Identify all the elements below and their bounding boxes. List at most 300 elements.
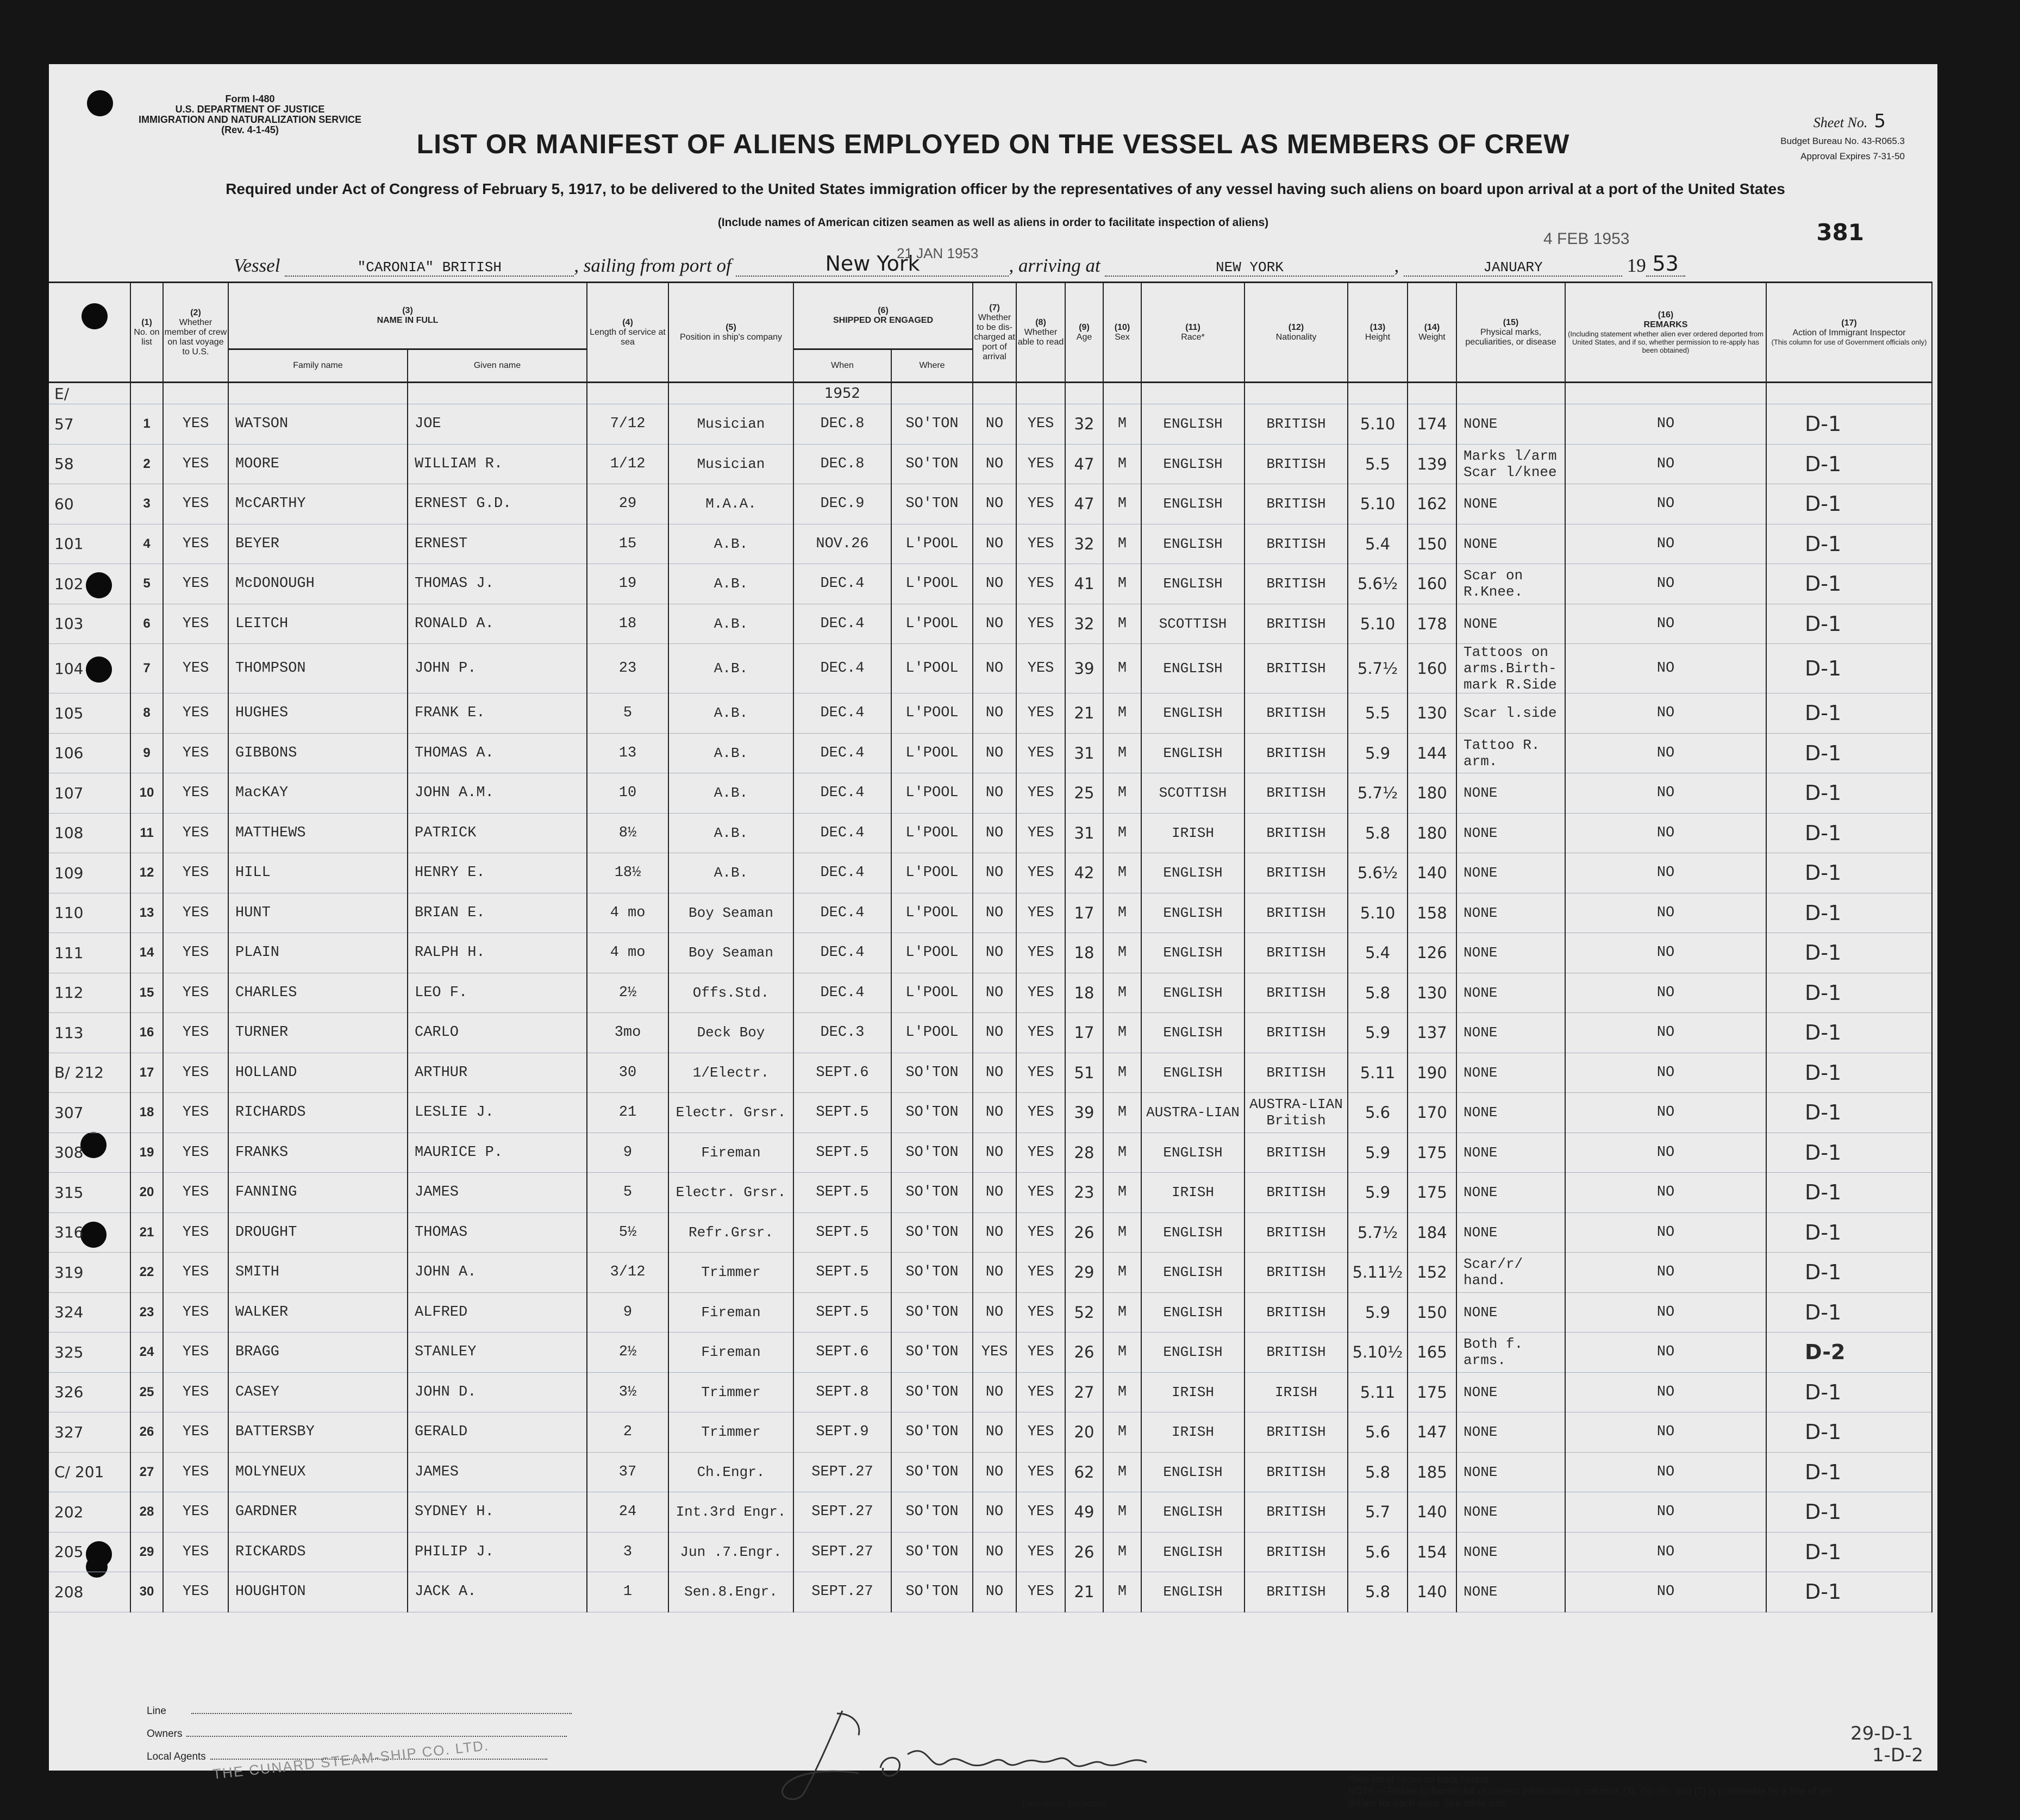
inspector-action: D-1 — [1766, 404, 1932, 445]
race: ENGLISH — [1141, 1333, 1244, 1373]
table-row — [49, 644, 1932, 693]
position: A.B. — [668, 604, 793, 644]
inspector-action: D-1 — [1766, 1053, 1932, 1093]
age: 26 — [1065, 1532, 1103, 1572]
local-agents-field: Local Agents — [147, 1751, 547, 1763]
weight: 144 — [1408, 733, 1456, 773]
able-to-read: YES — [1016, 1532, 1065, 1572]
service-length: 3 — [587, 1532, 668, 1572]
able-to-read: YES — [1016, 564, 1065, 604]
inspector-action: D-1 — [1766, 444, 1932, 484]
able-to-read: YES — [1016, 1412, 1065, 1453]
table-row — [49, 484, 1932, 524]
inspector-label: Immigrant Inspector. — [1022, 1798, 1109, 1809]
able-to-read: YES — [1016, 1253, 1065, 1293]
table-row — [49, 1212, 1932, 1253]
service-length: 5 — [587, 693, 668, 734]
given-name: THOMAS A. — [408, 733, 587, 773]
nationality: BRITISH — [1244, 444, 1348, 484]
service-length: 30 — [587, 1053, 668, 1093]
able-to-read: YES — [1016, 973, 1065, 1013]
race: SCOTTISH — [1141, 773, 1244, 814]
weight: 170 — [1408, 1093, 1456, 1133]
nationality: BRITISH — [1244, 1412, 1348, 1453]
race: IRISH — [1141, 813, 1244, 853]
weight: 140 — [1408, 1572, 1456, 1612]
shipped-when: SEPT.6 — [793, 1053, 891, 1093]
physical-marks: NONE — [1456, 1013, 1565, 1053]
physical-marks: NONE — [1456, 1212, 1565, 1253]
row-number: 2 — [130, 444, 163, 484]
able-to-read: YES — [1016, 773, 1065, 814]
race: ENGLISH — [1141, 1452, 1244, 1492]
height: 5.10 — [1348, 893, 1408, 933]
family-name: TURNER — [228, 1013, 408, 1053]
weight: 130 — [1408, 693, 1456, 734]
height: 5.4 — [1348, 524, 1408, 564]
able-to-read: YES — [1016, 813, 1065, 853]
discharge: NO — [973, 733, 1016, 773]
table-row — [49, 733, 1932, 773]
inspector-action: D-1 — [1766, 773, 1932, 814]
shipped-where: SO'TON — [891, 1212, 973, 1253]
shipped-when: SEPT.27 — [793, 1492, 891, 1533]
age: 26 — [1065, 1333, 1103, 1373]
sex: M — [1103, 524, 1141, 564]
family-name: RICHARDS — [228, 1093, 408, 1133]
service-length: 9 — [587, 1133, 668, 1173]
race: IRISH — [1141, 1372, 1244, 1412]
remarks: NO — [1565, 1452, 1766, 1492]
sex: M — [1103, 1212, 1141, 1253]
shipped-when: DEC.8 — [793, 404, 891, 445]
crew-last-voyage: YES — [163, 564, 228, 604]
given-name: FRANK E. — [408, 693, 587, 734]
weight: 158 — [1408, 893, 1456, 933]
crew-last-voyage: YES — [163, 773, 228, 814]
height: 5.9 — [1348, 1292, 1408, 1333]
inspector-action: D-1 — [1766, 1572, 1932, 1612]
action-tally: 29-D-1 1-D-2 — [1850, 1723, 1923, 1766]
shipped-when: SEPT.5 — [793, 1253, 891, 1293]
service-length: 9 — [587, 1292, 668, 1333]
col-header-age: (9) Age — [1065, 283, 1103, 383]
row-number: 3 — [130, 484, 163, 524]
position: A.B. — [668, 644, 793, 693]
row-number: 19 — [130, 1133, 163, 1173]
col-header-where: Where — [891, 349, 973, 383]
weight: 178 — [1408, 604, 1456, 644]
punch-hole — [87, 90, 113, 116]
crew-last-voyage: YES — [163, 693, 228, 734]
remarks: NO — [1565, 1173, 1766, 1213]
position: A.B. — [668, 853, 793, 893]
age: 18 — [1065, 933, 1103, 973]
row-number: 7 — [130, 644, 163, 693]
row-number: 24 — [130, 1333, 163, 1373]
crew-manifest-table — [49, 282, 1933, 1612]
age: 51 — [1065, 1053, 1103, 1093]
height: 5.9 — [1348, 1133, 1408, 1173]
weight: 130 — [1408, 973, 1456, 1013]
list-number-mark: 107 — [49, 773, 130, 814]
crew-last-voyage: YES — [163, 933, 228, 973]
shipped-where: L'POOL — [891, 693, 973, 734]
shipped-when: DEC.9 — [793, 484, 891, 524]
given-name: ERNEST G.D. — [408, 484, 587, 524]
nationality: BRITISH — [1244, 1013, 1348, 1053]
race: ENGLISH — [1141, 644, 1244, 693]
col-header-shipped: (6) SHIPPED OR ENGAGED — [793, 283, 973, 349]
family-name: McDONOUGH — [228, 564, 408, 604]
vessel-line: Vessel "CARONIA" BRITISH , sailing from port of New York , arriving at NEW YORK , JANUARY 19 53 — [234, 252, 1902, 277]
shipped-where: L'POOL — [891, 564, 973, 604]
table-row — [49, 444, 1932, 484]
given-name: JOHN P. — [408, 644, 587, 693]
inspector-action: D-1 — [1766, 564, 1932, 604]
position: Refr.Grsr. — [668, 1212, 793, 1253]
given-name: JAMES — [408, 1452, 587, 1492]
row-number: 6 — [130, 604, 163, 644]
discharge: NO — [973, 1292, 1016, 1333]
age: 17 — [1065, 893, 1103, 933]
page-stamp-number: 381 — [1816, 219, 1864, 246]
nationality: BRITISH — [1244, 1572, 1348, 1612]
remarks: NO — [1565, 1572, 1766, 1612]
able-to-read: YES — [1016, 1093, 1065, 1133]
service-length: 15 — [587, 524, 668, 564]
height: 5.6½ — [1348, 853, 1408, 893]
able-to-read: YES — [1016, 1333, 1065, 1373]
footnote: *See list of races on back hereof. NOTE.—Failure to furnish full or correct information in columns (3), (5), (6), and (7) is punishable by a fine of ten dollars for each alien. See other side. — [1348, 1774, 1833, 1809]
col-header-when: When — [793, 349, 891, 383]
nationality: BRITISH — [1244, 933, 1348, 973]
service-length: 4 mo — [587, 893, 668, 933]
remarks: NO — [1565, 564, 1766, 604]
position: Fireman — [668, 1333, 793, 1373]
nationality: BRITISH — [1244, 1292, 1348, 1333]
shipped-where: SO'TON — [891, 1133, 973, 1173]
given-name: JOE — [408, 404, 587, 445]
position: Trimmer — [668, 1253, 793, 1293]
given-name: MAURICE P. — [408, 1133, 587, 1173]
shipped-where: SO'TON — [891, 484, 973, 524]
crew-last-voyage: YES — [163, 813, 228, 853]
form-identifier: Form I-480 U.S. DEPARTMENT OF JUSTICE IMMIGRATION AND NATURALIZATION SERVICE (Rev. 4-1-45) — [139, 93, 361, 135]
able-to-read: YES — [1016, 524, 1065, 564]
col-header-crew: (2) Whether member of crew on last voyage to U.S. — [163, 283, 228, 383]
weight: 174 — [1408, 404, 1456, 445]
weight: 140 — [1408, 1492, 1456, 1533]
weight: 175 — [1408, 1133, 1456, 1173]
table-row — [49, 1492, 1932, 1533]
received-date-stamp: 4 FEB 1953 — [1543, 230, 1630, 248]
sex: M — [1103, 604, 1141, 644]
section-prefix: E/ — [49, 383, 130, 404]
service-length: 2 — [587, 1412, 668, 1453]
inspector-action: D-2 — [1766, 1333, 1932, 1373]
remarks: NO — [1565, 604, 1766, 644]
nationality: BRITISH — [1244, 484, 1348, 524]
service-length: 7/12 — [587, 404, 668, 445]
col-header-read: (8) Whether able to read — [1016, 283, 1065, 383]
family-name: BRAGG — [228, 1333, 408, 1373]
discharge: NO — [973, 693, 1016, 734]
inspector-action: D-1 — [1766, 604, 1932, 644]
shipped-when: DEC.8 — [793, 444, 891, 484]
physical-marks: NONE — [1456, 404, 1565, 445]
service-length: 8½ — [587, 813, 668, 853]
physical-marks: NONE — [1456, 484, 1565, 524]
physical-marks: NONE — [1456, 1173, 1565, 1213]
service-length: 37 — [587, 1452, 668, 1492]
weight: 137 — [1408, 1013, 1456, 1053]
physical-marks: NONE — [1456, 1093, 1565, 1133]
inspector-action: D-1 — [1766, 1253, 1932, 1293]
age: 18 — [1065, 973, 1103, 1013]
discharge: NO — [973, 1053, 1016, 1093]
discharge: NO — [973, 604, 1016, 644]
sailing-date-stamp: 21 JAN 1953 — [897, 245, 979, 261]
nationality: BRITISH — [1244, 813, 1348, 853]
owners-field: Owners — [147, 1728, 567, 1740]
age: 32 — [1065, 604, 1103, 644]
sex: M — [1103, 1133, 1141, 1173]
position: A.B. — [668, 813, 793, 853]
family-name: McCARTHY — [228, 484, 408, 524]
physical-marks: NONE — [1456, 1292, 1565, 1333]
row-number: 23 — [130, 1292, 163, 1333]
inspector-action: D-1 — [1766, 524, 1932, 564]
list-number-mark: 103 — [49, 604, 130, 644]
row-number: 22 — [130, 1253, 163, 1293]
crew-last-voyage: YES — [163, 1212, 228, 1253]
sex: M — [1103, 644, 1141, 693]
able-to-read: YES — [1016, 733, 1065, 773]
shipped-where: SO'TON — [891, 1333, 973, 1373]
weight: 140 — [1408, 853, 1456, 893]
given-name: ALFRED — [408, 1292, 587, 1333]
given-name: SYDNEY H. — [408, 1492, 587, 1533]
family-name: MacKAY — [228, 773, 408, 814]
remarks: NO — [1565, 1492, 1766, 1533]
sex: M — [1103, 693, 1141, 734]
inspector-action: D-1 — [1766, 1532, 1932, 1572]
physical-marks: Both f. arms. — [1456, 1333, 1565, 1373]
remarks: NO — [1565, 693, 1766, 734]
shipped-where: L'POOL — [891, 644, 973, 693]
age: 26 — [1065, 1212, 1103, 1253]
crew-last-voyage: YES — [163, 1013, 228, 1053]
age: 47 — [1065, 484, 1103, 524]
inspector-action: D-1 — [1766, 1133, 1932, 1173]
shipped-where: SO'TON — [891, 404, 973, 445]
row-number: 15 — [130, 973, 163, 1013]
position: M.A.A. — [668, 484, 793, 524]
crew-last-voyage: YES — [163, 1492, 228, 1533]
shipped-where: L'POOL — [891, 973, 973, 1013]
weight: 175 — [1408, 1173, 1456, 1213]
crew-last-voyage: YES — [163, 1372, 228, 1412]
service-length: 21 — [587, 1093, 668, 1133]
list-number-mark: 104 — [49, 644, 130, 693]
height: 5.11 — [1348, 1372, 1408, 1412]
discharge: NO — [973, 1173, 1016, 1213]
able-to-read: YES — [1016, 1173, 1065, 1213]
nationality: BRITISH — [1244, 404, 1348, 445]
able-to-read: YES — [1016, 693, 1065, 734]
remarks: NO — [1565, 644, 1766, 693]
height: 5.8 — [1348, 1452, 1408, 1492]
position: Boy Seaman — [668, 933, 793, 973]
physical-marks: NONE — [1456, 1532, 1565, 1572]
family-name: GARDNER — [228, 1492, 408, 1533]
row-number: 17 — [130, 1053, 163, 1093]
list-number-mark: 110 — [49, 893, 130, 933]
discharge: NO — [973, 1212, 1016, 1253]
able-to-read: YES — [1016, 604, 1065, 644]
position: Boy Seaman — [668, 893, 793, 933]
list-number-mark: 57 — [49, 404, 130, 445]
service-length: 3½ — [587, 1372, 668, 1412]
row-number: 28 — [130, 1492, 163, 1533]
physical-marks: NONE — [1456, 1053, 1565, 1093]
discharge: NO — [973, 1452, 1016, 1492]
weight: 185 — [1408, 1452, 1456, 1492]
age: 23 — [1065, 1173, 1103, 1213]
nationality: BRITISH — [1244, 1492, 1348, 1533]
able-to-read: YES — [1016, 484, 1065, 524]
col-header-nationality: (12) Nationality — [1244, 283, 1348, 383]
discharge: NO — [973, 1013, 1016, 1053]
sex: M — [1103, 1013, 1141, 1053]
race: ENGLISH — [1141, 1053, 1244, 1093]
crew-last-voyage: YES — [163, 444, 228, 484]
service-length: 2½ — [587, 1333, 668, 1373]
able-to-read: YES — [1016, 1013, 1065, 1053]
nationality: IRISH — [1244, 1372, 1348, 1412]
shipped-where: SO'TON — [891, 1053, 973, 1093]
remarks: NO — [1565, 1412, 1766, 1453]
nationality: BRITISH — [1244, 1452, 1348, 1492]
shipped-where: SO'TON — [891, 444, 973, 484]
shipped-where: SO'TON — [891, 1292, 973, 1333]
row-number: 11 — [130, 813, 163, 853]
nationality: AUSTRA-LIAN British — [1244, 1093, 1348, 1133]
nationality: BRITISH — [1244, 893, 1348, 933]
able-to-read: YES — [1016, 893, 1065, 933]
row-number: 5 — [130, 564, 163, 604]
height: 5.8 — [1348, 1572, 1408, 1612]
height: 5.6½ — [1348, 564, 1408, 604]
height: 5.6 — [1348, 1412, 1408, 1453]
inspector-action: D-1 — [1766, 853, 1932, 893]
race: ENGLISH — [1141, 1013, 1244, 1053]
row-number: 8 — [130, 693, 163, 734]
age: 32 — [1065, 524, 1103, 564]
table-row — [49, 1133, 1932, 1173]
sex: M — [1103, 773, 1141, 814]
inspector-action: D-1 — [1766, 1292, 1932, 1333]
race: ENGLISH — [1141, 1492, 1244, 1533]
col-header-service: (4) Length of service at sea — [587, 283, 668, 383]
sex: M — [1103, 564, 1141, 604]
sex: M — [1103, 813, 1141, 853]
height: 5.8 — [1348, 973, 1408, 1013]
discharge: YES — [973, 1333, 1016, 1373]
given-name: THOMAS — [408, 1212, 587, 1253]
family-name: MOORE — [228, 444, 408, 484]
service-length: 13 — [587, 733, 668, 773]
row-number: 21 — [130, 1212, 163, 1253]
shipped-when: SEPT.6 — [793, 1333, 891, 1373]
position: A.B. — [668, 773, 793, 814]
given-name: ERNEST — [408, 524, 587, 564]
remarks: NO — [1565, 813, 1766, 853]
list-number-mark: 102 — [49, 564, 130, 604]
height: 5.6 — [1348, 1093, 1408, 1133]
age: 31 — [1065, 733, 1103, 773]
age: 39 — [1065, 1093, 1103, 1133]
shipped-where: SO'TON — [891, 1492, 973, 1533]
arriving-port: NEW YORK — [1105, 259, 1394, 277]
sheet-number: Sheet No. 5 — [1813, 110, 1886, 132]
race: ENGLISH — [1141, 484, 1244, 524]
table-row — [49, 1333, 1932, 1373]
remarks: NO — [1565, 404, 1766, 445]
physical-marks: NONE — [1456, 1372, 1565, 1412]
height: 5.4 — [1348, 933, 1408, 973]
position: A.B. — [668, 693, 793, 734]
given-name: LEO F. — [408, 973, 587, 1013]
shipped-where: L'POOL — [891, 813, 973, 853]
weight: 190 — [1408, 1053, 1456, 1093]
service-length: 4 mo — [587, 933, 668, 973]
service-length: 29 — [587, 484, 668, 524]
able-to-read: YES — [1016, 1372, 1065, 1412]
crew-last-voyage: YES — [163, 604, 228, 644]
family-name: GIBBONS — [228, 733, 408, 773]
row-number: 16 — [130, 1013, 163, 1053]
able-to-read: YES — [1016, 1133, 1065, 1173]
able-to-read: YES — [1016, 853, 1065, 893]
age: 41 — [1065, 564, 1103, 604]
manifest-page — [49, 64, 1937, 1809]
age: 31 — [1065, 813, 1103, 853]
shipped-when: SEPT.27 — [793, 1532, 891, 1572]
position: Sen.8.Engr. — [668, 1572, 793, 1612]
nationality: BRITISH — [1244, 773, 1348, 814]
inspector-action: D-1 — [1766, 973, 1932, 1013]
given-name: JACK A. — [408, 1572, 587, 1612]
height: 5.7 — [1348, 1492, 1408, 1533]
remarks: NO — [1565, 1013, 1766, 1053]
list-number-mark: 326 — [49, 1372, 130, 1412]
remarks: NO — [1565, 1292, 1766, 1333]
list-number-mark: 112 — [49, 973, 130, 1013]
shipped-when: SEPT.5 — [793, 1292, 891, 1333]
row-number: 10 — [130, 773, 163, 814]
family-name: WALKER — [228, 1292, 408, 1333]
shipped-when: DEC.4 — [793, 853, 891, 893]
given-name: JOHN D. — [408, 1372, 587, 1412]
shipped-where: L'POOL — [891, 933, 973, 973]
weight: 150 — [1408, 1292, 1456, 1333]
shipped-when: NOV.26 — [793, 524, 891, 564]
inspector-action: D-1 — [1766, 693, 1932, 734]
nationality: BRITISH — [1244, 524, 1348, 564]
sex: M — [1103, 973, 1141, 1013]
